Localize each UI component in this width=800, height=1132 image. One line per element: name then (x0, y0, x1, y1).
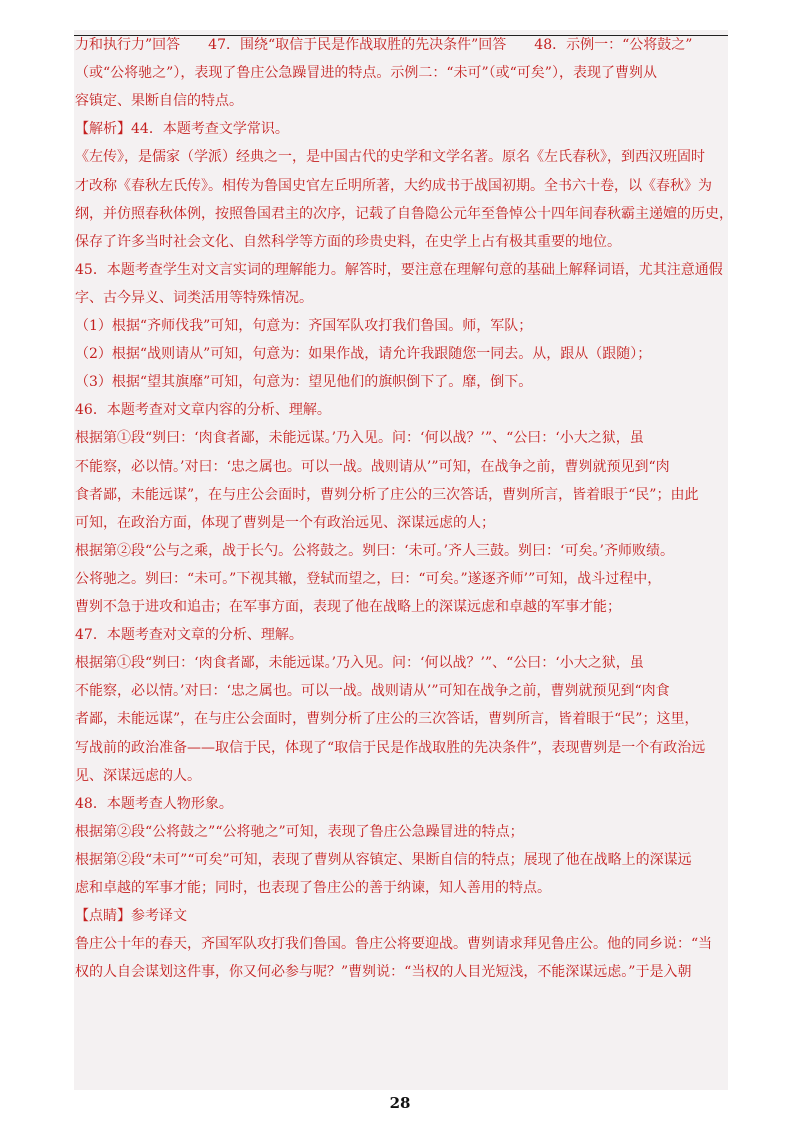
text-line: 见、深谋远虑的人。 (75, 767, 201, 784)
text-line: 《左传》，是儒家（学派）经典之一，是中国古代的史学和文学名著。原名《左氏春秋》，到西汉班固时 (75, 149, 705, 166)
text-line: 食者鄙，未能远谋”，在与庄公会面时，曹刿分析了庄公的三次答话，曹刿所言，皆着眼于“民”；由此 (75, 486, 699, 503)
text-line: 根据第①段“刿曰：‘肉食者鄙，未能远谋。’乃入见。问：‘何以战？’”、“公曰：‘小大之狱，虽 (75, 430, 644, 447)
text-line: （或“公将驰之”），表现了鲁庄公急躁冒进的特点。示例二：“未可”（或“可矣”），表现了曹刿从 (75, 65, 657, 82)
text-line: 保存了许多当时社会文化、自然科学等方面的珍贵史料，在史学上占有极其重要的地位。 (75, 233, 621, 250)
text-line: 46．本题考查对文章内容的分析、理解。 (75, 402, 331, 419)
text-line: 48．本题考查人物形象。 (75, 795, 233, 812)
text-line: 力和执行力”回答 47．围绕“取信于民是作战取胜的先决条件”回答 48．示例一：“公将鼓之” (75, 37, 693, 53)
text-line: （1）根据“齐师伐我”可知，句意为：齐国军队攻打我们鲁国。师，军队； (75, 318, 533, 334)
text-line: 写战前的政治准备——取信于民，体现了“取信于民是作战取胜的先决条件”，表现曹刿是一个有政治远 (75, 739, 706, 756)
text-line: 公将驰之。刿曰：“未可。”下视其辙，登轼而望之，曰：“可矣。”遂逐齐师’”可知，战斗过程中， (75, 570, 662, 587)
text-line: （3）根据“望其旗靡”可知，句意为：望见他们的旗帜倒下了。靡，倒下。 (75, 374, 533, 391)
text-line: 根据第②段“公将鼓之”“公将驰之”可知，表现了鲁庄公急躁冒进的特点； (75, 823, 524, 840)
text-line: 才改称《春秋左氏传》。相传为鲁国史官左丘明所著，大约成书于战国初期。全书六十卷，以《春秋》为 (75, 177, 712, 194)
text-line: 虑和卓越的军事才能；同时，也表现了鲁庄公的善于纳谏，知人善用的特点。 (75, 880, 551, 896)
text-line: 可知，在政治方面，体现了曹刿是一个有政治远见、深谋远虑的人； (75, 514, 495, 531)
text-line: 容镇定、果断自信的特点。 (75, 93, 243, 110)
text-line: 根据第②段“公与之乘，战于长勺。公将鼓之。刿曰：‘未可。’齐人三鼓。刿曰：‘可矣。’齐师败绩。 (75, 542, 674, 559)
text-line: 【点睛】参考译文 (75, 908, 187, 925)
text-line: 权的人自会谋划这件事，你又何必参与呢？”曹刿说：“当权的人目光短浅，不能深谋远虑。”于是入朝 (75, 964, 692, 981)
text-line: 【解析】44．本题考查文学常识。 (75, 121, 289, 138)
text-line: 根据第②段“未可”“可矣”可知，表现了曹刿从容镇定、果断自信的特点；展现了他在战略上的深谋远 (75, 851, 692, 868)
text-line: （2）根据“战则请从”可知，句意为：如果作战，请允许我跟随您一同去。从，跟从（跟随）； (75, 346, 652, 363)
text-line: 者鄙，未能远谋”，在与庄公会面时，曹刿分析了庄公的三次答话，曹刿所言，皆着眼于“民”；这里， (75, 711, 699, 728)
page-number: 28 (389, 1094, 411, 1112)
text-line: 字、古今异义、词类活用等特殊情况。 (75, 289, 313, 306)
text-line: 曹刿不急于进攻和追击；在军事方面，表现了他在战略上的深谋远虑和卓越的军事才能； (75, 599, 621, 615)
text-line: 鲁庄公十年的春天，齐国军队攻打我们鲁国。鲁庄公将要迎战。曹刿请求拜见鲁庄公。他的同乡说：“当 (75, 936, 713, 953)
text-line: 47．本题考查对文章的分析、理解。 (75, 627, 303, 644)
text-line: 45．本题考查学生对文言实词的理解能力。解答时，要注意在理解句意的基础上解释词语，尤其注意通假 (75, 261, 723, 278)
text-line: 纲，并仿照春秋体例，按照鲁国君主的次序，记载了自鲁隐公元年至鲁悼公十四年间春秋霸主递嬗的历史， (75, 205, 733, 222)
text-line: 不能察，必以情。’对曰：‘忠之属也。可以一战。战则请从’”可知在战争之前，曹刿就预见到“肉食 (75, 683, 670, 700)
text-line: 不能察，必以情。’对曰：‘忠之属也。可以一战。战则请从’”可知，在战争之前，曹刿就预见到“肉 (75, 458, 670, 475)
text-line: 根据第①段“刿曰：‘肉食者鄙，未能远谋。’乃入见。问：‘何以战？’”、“公曰：‘小大之狱，虽 (75, 655, 644, 672)
